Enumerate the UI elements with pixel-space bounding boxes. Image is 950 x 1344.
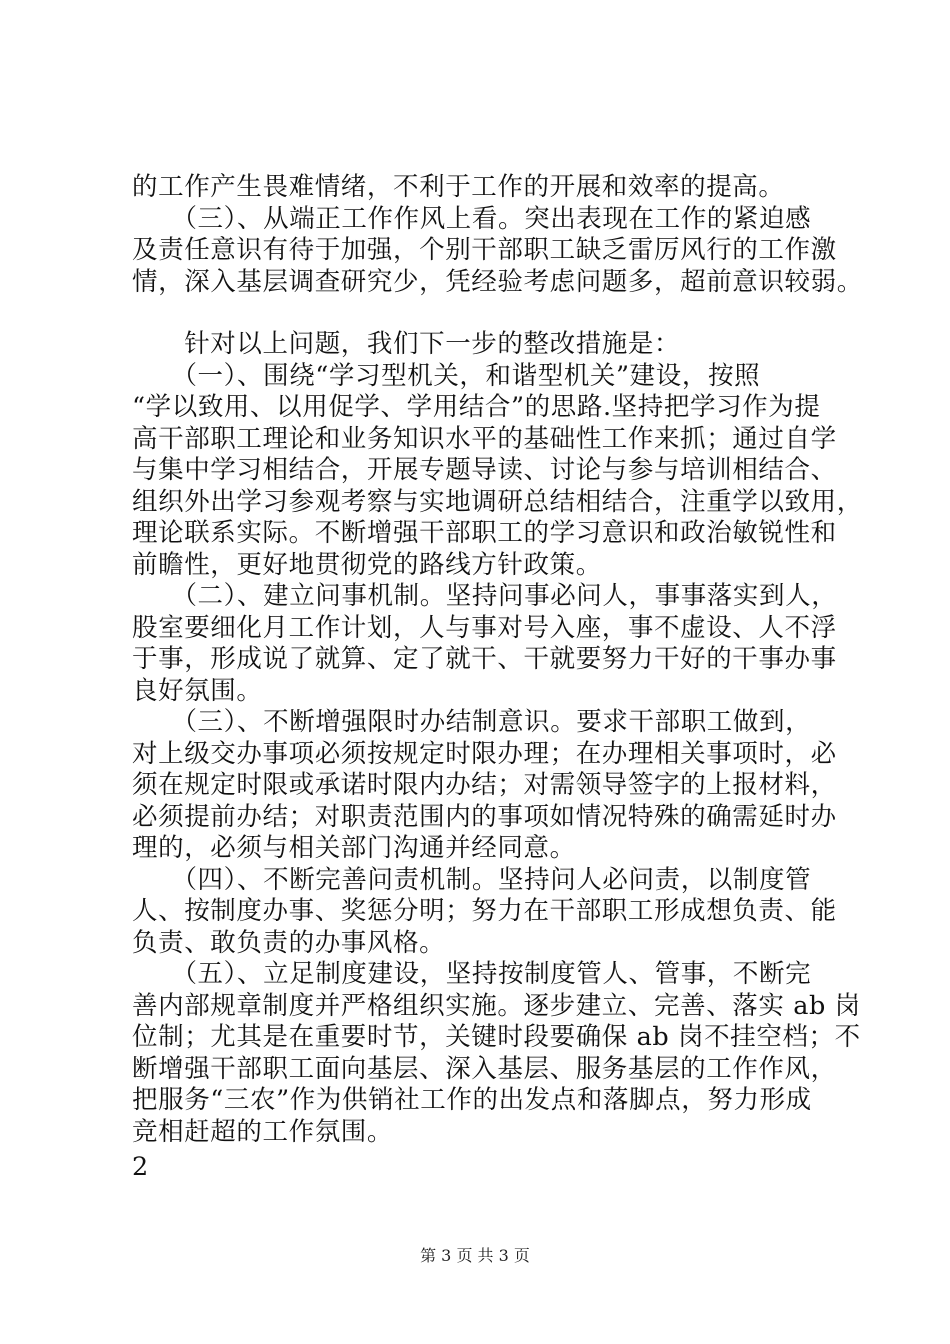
text-line: 良好氛围。 xyxy=(132,675,263,706)
text-line: 把服务“三农”作为供销社工作的出发点和落脚点，努力形成 xyxy=(132,1085,812,1115)
text-line: 与集中学习相结合，开展专题导读、讨论与参与培训相结合、 xyxy=(132,455,837,485)
text-line: 必须提前办结；对职责范围内的事项如情况特殊的确需延时办 xyxy=(132,801,837,832)
document-body xyxy=(132,172,863,1184)
text-line: 善内部规章制度并严格组织实施。逐步建立、完善、落实 ab 岗 xyxy=(132,990,861,1021)
text-line: 竞相赶超的工作氛围。 xyxy=(132,1116,394,1147)
text-line: 人、按制度办事、奖惩分明；努力在干部职工形成想负责、能 xyxy=(132,896,837,926)
text-line: 针对以上问题，我们下一步的整改措施是： xyxy=(132,329,681,359)
text-line: 高干部职工理论和业务知识水平的基础性工作来抓；通过自学 xyxy=(132,423,837,454)
text-line: （一）、围绕“学习型机关，和谐型机关”建设，按照 xyxy=(132,360,761,391)
text-line: （三）、不断增强限时办结制意识。要求干部职工做到， xyxy=(132,707,812,737)
text-line: 情，深入基层调查研究少，凭经验考虑问题多，超前意识较弱。 xyxy=(132,266,863,297)
text-line: （三）、从端正工作作风上看。突出表现在工作的紧迫感 xyxy=(132,203,812,234)
text-line: 股室要细化月工作计划，人与事对号入座，事不虚设、人不浮 xyxy=(132,612,837,643)
text-line: （五）、立足制度建设，坚持按制度管人、管事，不断完 xyxy=(132,959,812,989)
text-line: 位制；尤其是在重要时节，关键时段要确保 ab 岗不挂空档；不 xyxy=(132,1022,861,1052)
text-line: 组织外出学习参观考察与实地调研总结相结合，注重学以致用， xyxy=(132,486,863,517)
text-line: 前瞻性，更好地贯彻党的路线方针政策。 xyxy=(132,549,602,580)
page-number: 2 xyxy=(132,1152,149,1182)
text-line: 于事，形成说了就算、定了就干、干就要努力干好的干事办事 xyxy=(132,644,837,674)
text-line: 及责任意识有待于加强，个别干部职工缺乏雷厉风行的工作激 xyxy=(132,235,837,265)
paragraph-gap xyxy=(132,298,852,329)
text-line: 断增强干部职工面向基层、深入基层、服务基层的工作作风， xyxy=(132,1053,837,1084)
text-line: 理论联系实际。不断增强干部职工的学习意识和政治敏锐性和 xyxy=(132,518,837,548)
text-line: 理的，必须与相关部门沟通并经同意。 xyxy=(132,833,576,863)
page-footer: 第 3 页 共 3 页 xyxy=(420,1246,530,1265)
text-line: “学以致用、以用促学、学用结合”的思路.坚持把学习作为提 xyxy=(132,392,821,422)
text-line: 负责、敢负责的办事风格。 xyxy=(132,927,446,958)
text-line: （四）、不断完善问责机制。坚持问人必问责，以制度管 xyxy=(132,864,812,895)
text-line: 的工作产生畏难情绪，不利于工作的开展和效率的提高。 xyxy=(132,172,785,202)
text-line: 须在规定时限或承诺时限内办结；对需领导签字的上报材料， xyxy=(132,770,837,800)
text-line: （二）、建立问事机制。坚持问事必问人，事事落实到人， xyxy=(132,581,838,611)
text-line: 对上级交办事项必须按规定时限办理；在办理相关事项时，必 xyxy=(132,738,837,769)
